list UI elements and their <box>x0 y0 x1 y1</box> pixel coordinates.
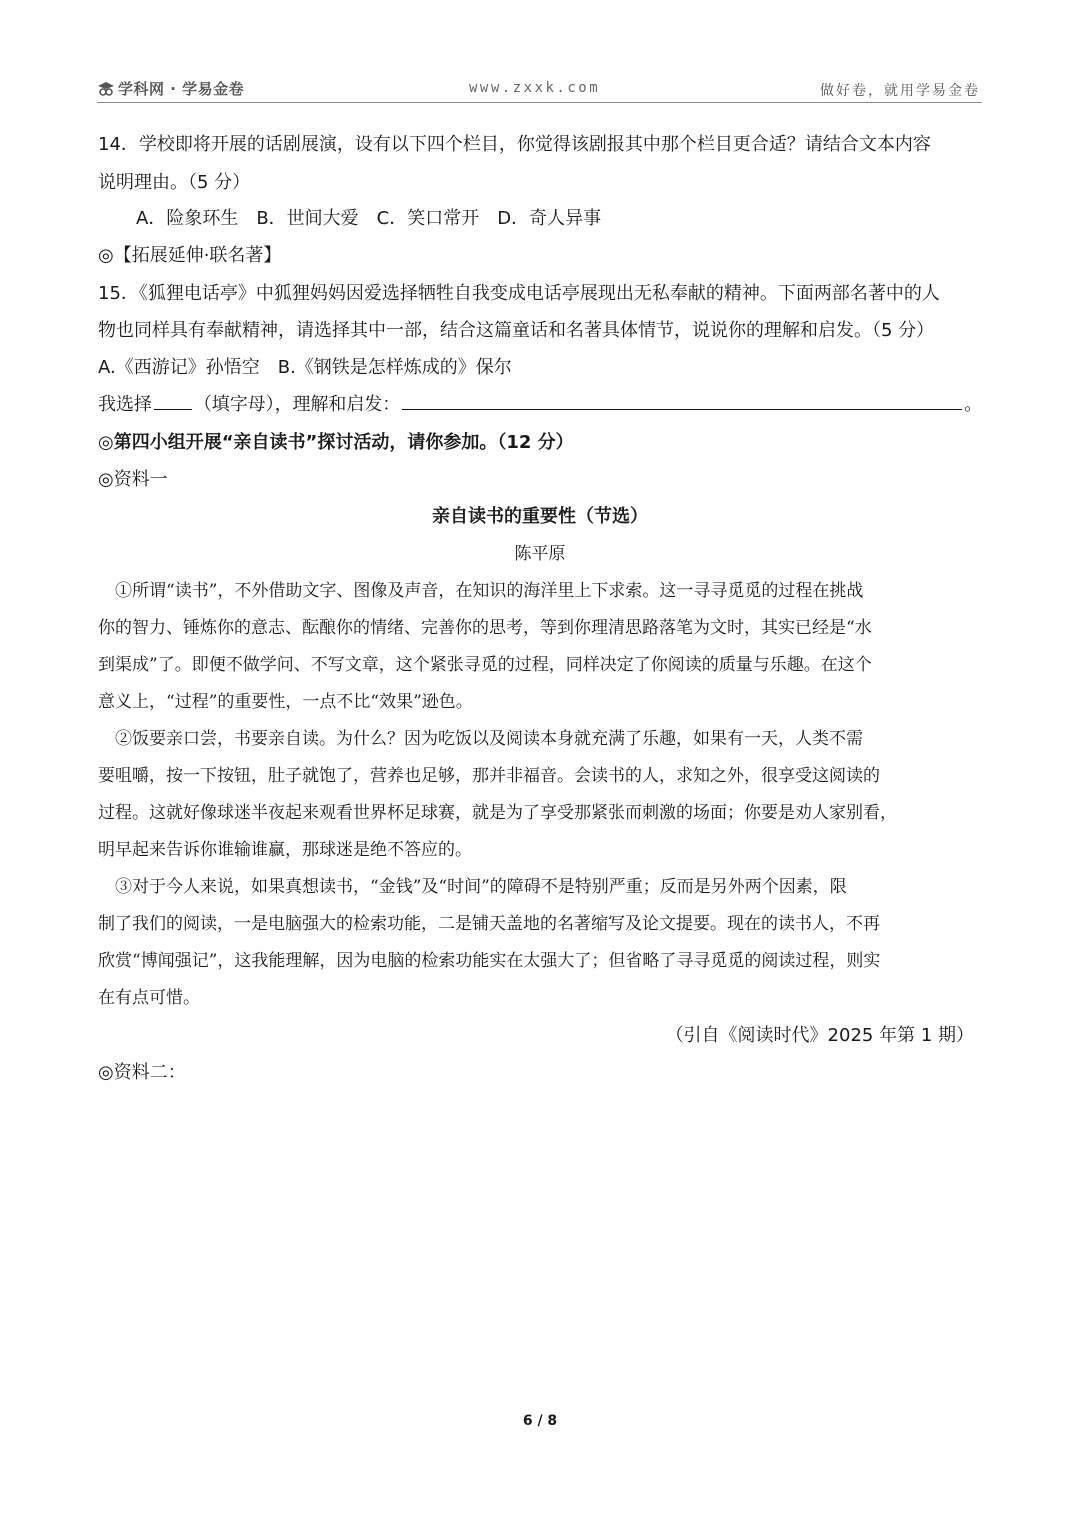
article-line: 到渠成”了。即便不做学问、不写文章，这个紧张寻觅的过程，同样决定了你阅读的质量与乐趣。在这个 <box>98 655 872 675</box>
question-15-options: A.《西游记》孙悟空 B.《钢铁是怎样炼成的》保尔 <box>98 357 512 378</box>
answer-end: 。 <box>964 394 983 415</box>
question-15-line-2: 物也同样具有奉献精神，请选择其中一部，结合这篇童话和名著具体情节，说说你的理解和启发。（5 分） <box>98 320 935 341</box>
article-source: （引自《阅读时代》2025 年第 1 期） <box>665 1025 974 1046</box>
article-title: 亲自读书的重要性（节选） <box>432 506 648 527</box>
article-line: ①所谓“读书”，不外借助文字、图像及声音，在知识的海洋里上下求索。这一寻寻觅觅的过程在挑战 <box>98 581 864 601</box>
article-line: ②饭要亲口尝，书要亲自读。为什么？因为吃饭以及阅读本身就充满了乐趣，如果有一天，人类不需 <box>98 729 863 749</box>
letter-answer-blank[interactable] <box>154 391 192 410</box>
article-line: 意义上，“过程”的重要性，一点不比“效果”逊色。 <box>98 692 473 712</box>
article-line: 过程。这就好像球迷半夜起来观看世界杯足球赛，就是为了享受那紧张而刺激的场面；你要是劝人家别看， <box>98 803 897 823</box>
article-author: 陈平原 <box>514 544 566 564</box>
material-1-label: ◎资料一 <box>98 469 168 490</box>
site-url: www.zxxk.com <box>469 80 601 96</box>
answer-middle: （填字母），理解和启发： <box>193 394 401 415</box>
article-line: 制了我们的阅读，一是电脑强大的检索功能，二是铺天盖地的名著缩写及论文提要。现在的读书人，不再 <box>98 914 880 934</box>
logo <box>97 78 244 99</box>
logo-text: 学科网 · 学易金卷 <box>118 80 245 98</box>
question-14-line-2: 说明理由。（5 分） <box>98 172 251 193</box>
article-line: 欣赏“博闻强记”，这我能理解，因为电脑的检索功能实在太强大了；但省略了寻寻觅觅的阅读过程，则实 <box>98 951 881 971</box>
page-header <box>97 76 982 103</box>
question-14-options: A．险象环生 B．世间大爱 C．笑口常开 D．奇人异事 <box>136 208 602 229</box>
article-line: 明早起来告诉你谁输谁赢，那球迷是绝不答应的。 <box>98 840 472 860</box>
section-group4-heading: ◎第四小组开展“亲自读书”探讨活动，请你参加。（12 分） <box>98 432 574 453</box>
question-15-line-1: 15．《狐狸电话亭》中狐狸妈妈因爱选择牺牲自我变成电话亭展现出无私奉献的精神。下面两部名著中的人 <box>98 283 940 304</box>
question-15-answer-line <box>98 390 982 416</box>
material-2-label: ◎资料二： <box>98 1062 186 1083</box>
section-extend-heading: ◎【拓展延伸·联名著】 <box>98 245 282 266</box>
page-number: 6 / 8 <box>522 1413 558 1429</box>
logo-owl-icon <box>97 80 115 98</box>
article-line: ③对于今人来说，如果真想读书，“金钱”及“时间”的障碍不是特别严重；反而是另外两个因素，限 <box>98 877 847 897</box>
article-line: 要咀嚼，按一下按钮，肚子就饱了，营养也足够，那并非福音。会读书的人，求知之外，很享受这阅读的 <box>98 766 880 786</box>
article-line: 在有点可惜。 <box>98 988 200 1008</box>
insight-answer-blank[interactable] <box>402 391 962 410</box>
article-line: 你的智力、锤炼你的意志、酝酿你的情绪、完善你的思考，等到你理清思路落笔为文时，其实已经是“水 <box>98 618 872 638</box>
question-14-line-1: 14．学校即将开展的话剧展演，设有以下四个栏目，你觉得该剧报其中那个栏目更合适？请结合文本内容 <box>98 134 931 155</box>
header-slogan: 做好卷，就用学易金卷 <box>820 83 980 99</box>
answer-prefix: 我选择 <box>98 394 152 415</box>
